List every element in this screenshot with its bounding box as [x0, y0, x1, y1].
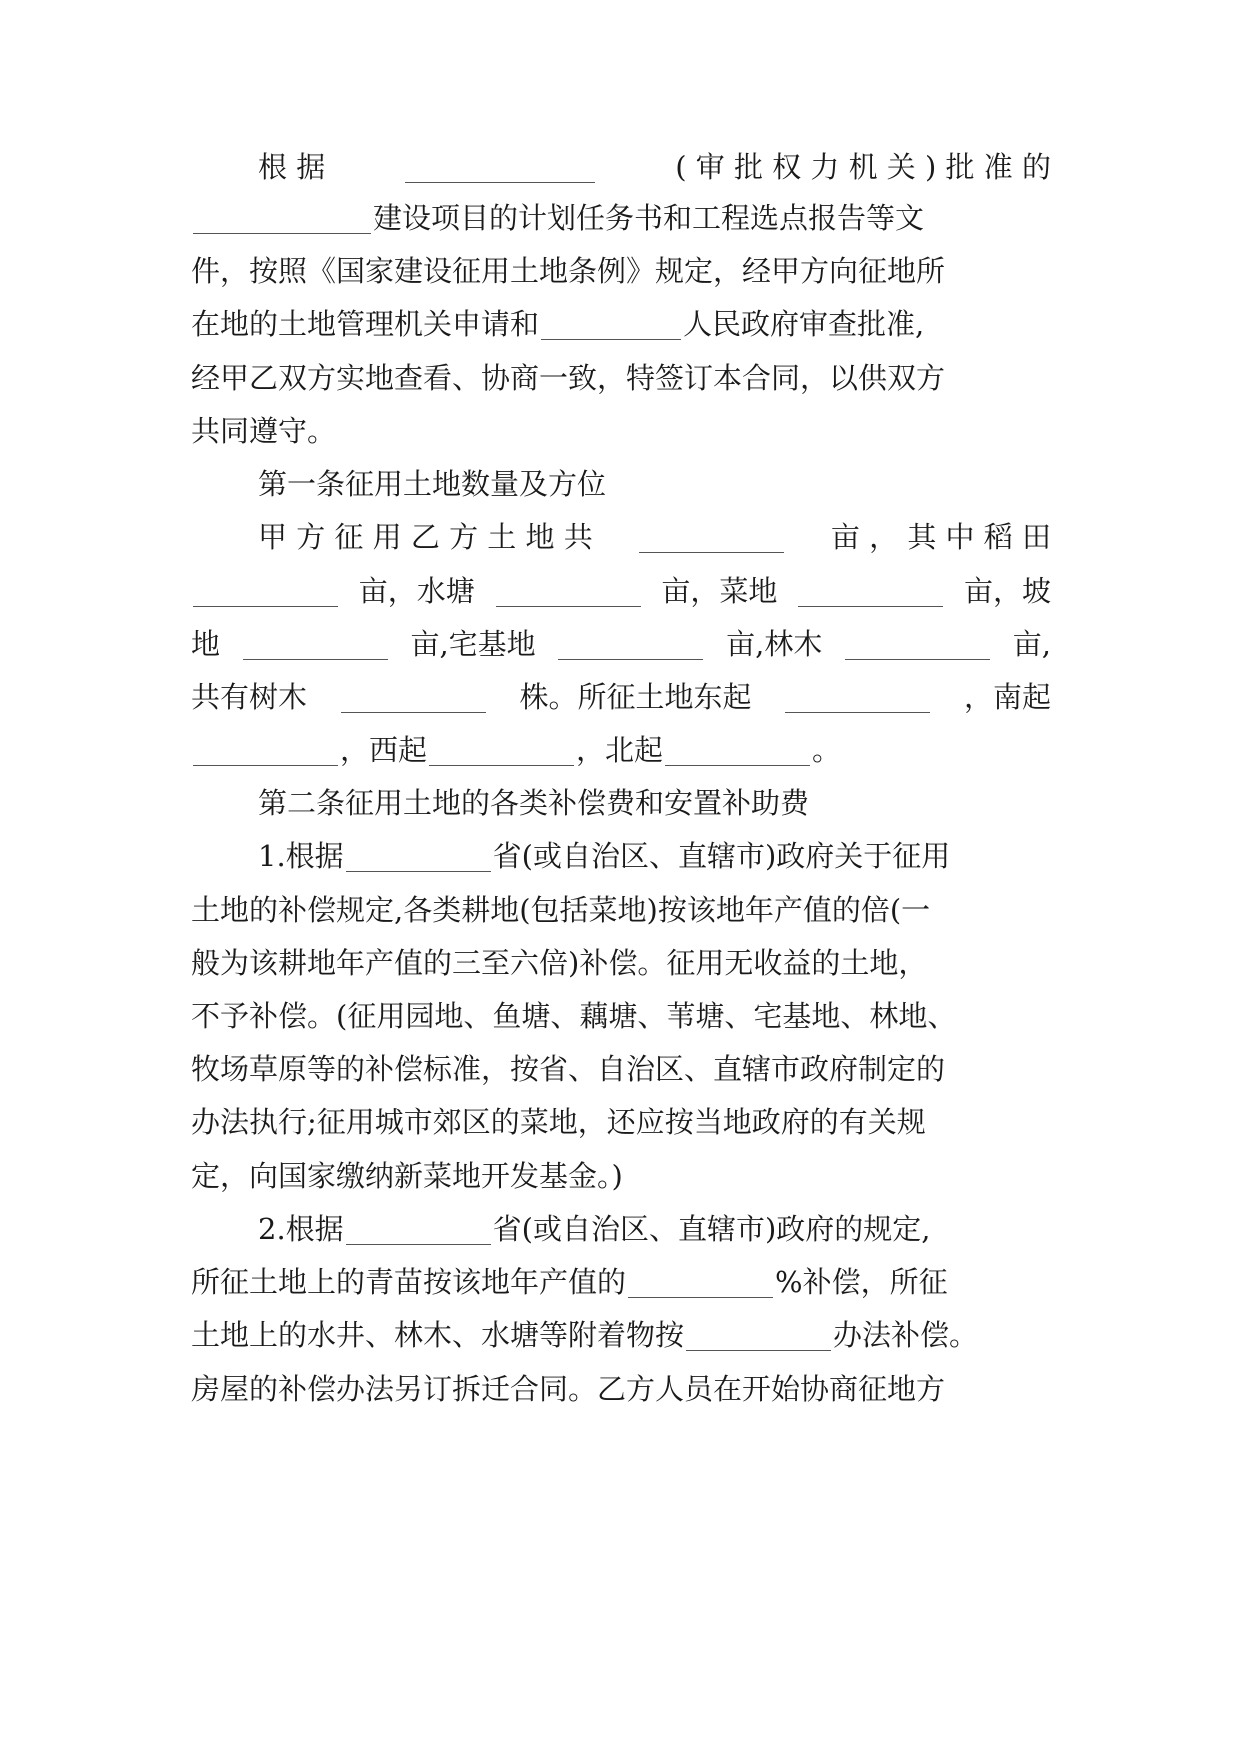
text: 土地的补偿规定,各类耕地(包括菜地)按该地年产值的倍(一 [191, 893, 931, 927]
text: ，北起 [576, 733, 664, 767]
art2-item2-line-2 [191, 1254, 1051, 1310]
text: ( 审 批 权 力 机 关 ) 批 准 的 [675, 150, 1051, 184]
text: ，西起 [340, 733, 428, 767]
blank-east-boundary[interactable] [785, 682, 930, 713]
art2-item2-line-1 [258, 1201, 1051, 1257]
text: 不予补偿。(征用园地、鱼塘、藕塘、苇塘、宅基地、林地、 [191, 999, 957, 1033]
art2-item1-line-4 [191, 988, 1051, 1044]
article-1-heading [258, 456, 1051, 512]
blank-crop-percent[interactable] [628, 1267, 773, 1298]
text: 甲 方 征 用 乙 方 土 地 共 [258, 520, 593, 554]
art2-item1-line-5 [191, 1041, 1051, 1097]
p1-line-1 [258, 139, 1051, 195]
art2-item2-line-3 [191, 1307, 1051, 1363]
text: 亩,宅基地 [410, 627, 536, 661]
text: 。 [812, 733, 842, 767]
art1-line-3 [191, 616, 1051, 672]
p1-line-3 [191, 243, 1051, 299]
article-2-heading [258, 775, 1051, 831]
art1-line-1 [258, 509, 1051, 565]
text: 所征土地上的青苗按该地年产值的 [191, 1265, 627, 1299]
p1-line-4 [191, 296, 1051, 352]
art2-item1-line-6 [191, 1094, 1051, 1150]
text: %补偿，所征 [775, 1265, 948, 1299]
text: 亩 ， 其 中 稻 田 [830, 520, 1051, 554]
art2-item2-line-4 [191, 1361, 1051, 1417]
blank-attachment-method[interactable] [686, 1320, 831, 1351]
text: 人民政府审查批准, [683, 307, 925, 341]
heading-text: 第一条征用土地数量及方位 [258, 467, 607, 501]
text: 1.根据 [258, 839, 344, 873]
text: 土地上的水井、林木、水塘等附着物按 [191, 1318, 685, 1352]
art2-item1-line-2 [191, 882, 1051, 938]
text: 件，按照《国家建设征用土地条例》规定，经甲方向征地所 [191, 254, 946, 288]
art1-line-2 [191, 563, 1051, 619]
art1-line-5 [191, 722, 1051, 778]
blank-province[interactable] [346, 841, 491, 872]
blank-tree-count[interactable] [341, 682, 486, 713]
p1-line-5 [191, 350, 1051, 406]
blank-paddy-area[interactable] [193, 576, 338, 607]
p1-line-2 [191, 190, 1051, 246]
blank-south-boundary[interactable] [193, 735, 338, 766]
blank-west-boundary[interactable] [429, 735, 574, 766]
blank-approval-authority[interactable] [405, 152, 595, 183]
art2-item1-line-1 [258, 828, 1051, 884]
blank-vegetable-area[interactable] [798, 576, 943, 607]
text: 省(或自治区、直辖市)政府关于征用 [492, 839, 951, 873]
text: 2.根据 [258, 1212, 344, 1246]
text: 地 [191, 627, 221, 661]
text: 共有树木 [191, 680, 308, 714]
p1-line-6 [191, 403, 1051, 459]
heading-text: 第二条征用土地的各类补偿费和安置补助费 [258, 786, 810, 820]
text: 亩，菜地 [661, 574, 778, 608]
text: 办法补偿。 [833, 1318, 979, 1352]
text: 定，向国家缴纳新菜地开发基金。) [191, 1159, 623, 1193]
text: 房屋的补偿办法另订拆迁合同。乙方人员在开始协商征地方 [191, 1372, 946, 1406]
text: 亩,林木 [726, 627, 823, 661]
blank-homestead-area[interactable] [558, 629, 703, 660]
blank-forest-area[interactable] [845, 629, 990, 660]
text: 建设项目的计划任务书和工程选点报告等文 [373, 201, 925, 235]
text: 共同遵守。 [191, 414, 337, 448]
text: 般为该耕地年产值的三至六倍)补偿。征用无收益的土地， [191, 946, 928, 980]
blank-government[interactable] [541, 309, 681, 340]
text: 根 据 [258, 150, 326, 184]
art1-line-4 [191, 669, 1051, 725]
text: 株。所征土地东起 [519, 680, 752, 714]
blank-total-area[interactable] [639, 522, 784, 553]
text: 亩，水塘 [358, 574, 475, 608]
text: 牧场草原等的补偿标准，按省、自治区、直辖市政府制定的 [191, 1052, 946, 1086]
blank-slope-area[interactable] [243, 629, 388, 660]
art2-item1-line-3 [191, 935, 1051, 991]
blank-project-name[interactable] [193, 203, 371, 234]
text: 经甲乙双方实地查看、协商一致，特签订本合同，以供双方 [191, 361, 946, 395]
text: 省(或自治区、直辖市)政府的规定, [492, 1212, 931, 1246]
blank-province-2[interactable] [346, 1214, 491, 1245]
blank-north-boundary[interactable] [665, 735, 810, 766]
text: 在地的土地管理机关申请和 [191, 307, 540, 341]
text: 办法执行;征用城市郊区的菜地，还应按当地政府的有关规 [191, 1105, 926, 1139]
text: 亩, [1012, 627, 1051, 661]
art2-item1-line-7 [191, 1148, 1051, 1204]
blank-pond-area[interactable] [496, 576, 641, 607]
text: 亩，坡 [963, 574, 1051, 608]
text: ，南起 [963, 680, 1051, 714]
